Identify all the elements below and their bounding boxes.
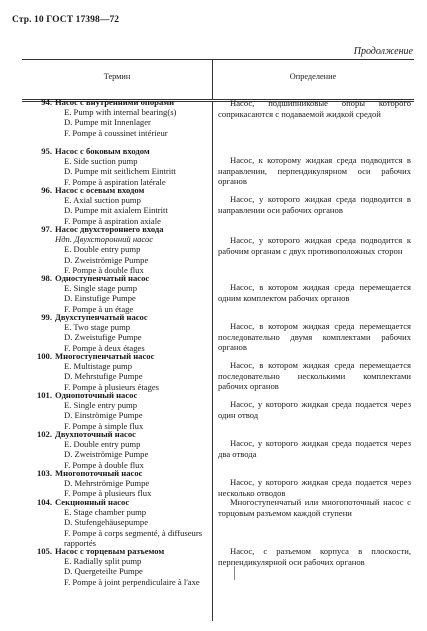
term-german: D. Pumpe mit seitlichem Eintritt bbox=[64, 166, 176, 177]
term-german: D. Quergeteilte Pumpe bbox=[64, 566, 143, 577]
page-header: Стр. 10 ГОСТ 17398—72 bbox=[12, 15, 120, 25]
term-french: F. Pompe à corps segmenté, à diffuseurs rapportés bbox=[64, 527, 203, 548]
term-english: E. Double entry pump bbox=[64, 439, 141, 450]
definition-text: Насос, у которого жидкая среда подается через один отвод bbox=[218, 399, 411, 420]
term-english: E. Double entry pump bbox=[64, 244, 141, 255]
definition-text: Насос, у которого жидкая среда подводится к рабочим органам с двух противоположных сторон bbox=[218, 235, 411, 256]
term-german: D. Stufengehäusepumpe bbox=[64, 517, 149, 528]
entry-number: 99. bbox=[41, 312, 52, 322]
term-english: E. Axial suction pump bbox=[64, 195, 141, 206]
term-russian: Однопоточный насос bbox=[55, 390, 138, 400]
definition-text: Насос, у которого жидкая среда подводится в направлении оси рабочих органов bbox=[218, 194, 411, 215]
definition-text: Насос, в котором жидкая среда перемещается одним комплектом рабочих органов bbox=[218, 282, 411, 303]
entry-number: 95. bbox=[41, 146, 52, 156]
term-french: F. Pompe à plusieurs étages bbox=[64, 381, 160, 392]
term-english: E. Single entry pump bbox=[64, 400, 138, 411]
term-russian: Двухпоточный насос bbox=[55, 429, 136, 439]
definition-column-header: Определение bbox=[289, 72, 337, 81]
entry-number: 103. bbox=[36, 468, 52, 478]
term-english: E. Stage chamber pump bbox=[64, 507, 147, 518]
definition-text: Насос, к которому жидкая среда подводится в направлении, перпендикулярном оси рабочих органов bbox=[218, 155, 411, 187]
term-german: D. Pumpe mit Innenlager bbox=[64, 117, 151, 128]
entry-number: 101. bbox=[36, 390, 52, 400]
term-french: F. Pompe à simple flux bbox=[64, 420, 144, 431]
term-english: E. Pump with internal bearing(s) bbox=[64, 107, 177, 118]
entry-number: 104. bbox=[36, 497, 52, 507]
term-english: E. Multistage pump bbox=[64, 361, 133, 372]
terms-table bbox=[22, 59, 414, 621]
term-german: D. Einstufige Pumpe bbox=[64, 293, 136, 304]
term-german: D. Zweistufige Pumpe bbox=[64, 332, 142, 343]
term-russian: Насос с торцевым разъемом bbox=[55, 546, 165, 556]
table-top-rule bbox=[22, 59, 414, 60]
term-german: D. Zweiströmige Pumpe bbox=[64, 449, 149, 460]
continuation-label: Продолжение bbox=[353, 46, 413, 57]
term-french: F. Pompe à double flux bbox=[64, 264, 144, 275]
term-french: F. Pompe à aspiration latérale bbox=[64, 176, 166, 187]
definition-text: Насос, у которого жидкая среда подается через два отвода bbox=[218, 438, 411, 459]
term-french: F. Pompe à un étage bbox=[64, 303, 134, 314]
term-deprecated: Ндп. Двухсторонний насос bbox=[55, 234, 154, 245]
term-german: D. Zweiströmige Pumpe bbox=[64, 254, 149, 265]
definition-text: Насос, в котором жидкая среда перемещается последовательно несколькими комплектами рабочих органов bbox=[218, 360, 411, 392]
term-russian: Двухступенчатый насос bbox=[55, 312, 148, 322]
definition-text: Насос, с разъемом корпуса в плоскости, перпендикулярной оси рабочих органов bbox=[218, 546, 411, 567]
definition-text: Насос, подшипниковые опоры которого соприкасаются с подаваемой жидкой средой bbox=[218, 98, 411, 119]
term-french: F. Pompe à aspiration axiale bbox=[64, 215, 161, 226]
term-russian: Многоступенчатый насос bbox=[55, 351, 155, 361]
entry-number: 94. bbox=[41, 97, 52, 107]
term-german: D. Mehrströmige Pumpe bbox=[64, 478, 150, 489]
term-russian: Насос с боковым входом bbox=[55, 146, 150, 156]
term-french: F. Pompe à coussinet intérieur bbox=[64, 127, 168, 138]
body-column-divider bbox=[212, 101, 213, 621]
term-russian: Секционный насос bbox=[55, 497, 130, 507]
entry-number: 97. bbox=[41, 224, 52, 234]
entry-number: 105. bbox=[36, 546, 52, 556]
margin-mark bbox=[234, 566, 236, 580]
term-english: E. Single stage pump bbox=[64, 283, 138, 294]
definition-text: Многоступенчатый или многопоточный насос с торцовым разъемом каждой ступени bbox=[218, 497, 411, 518]
entry-number: 102. bbox=[36, 429, 52, 439]
definition-text: Насос, в котором жидкая среда перемещается последовательно двумя комплектами рабочих органов bbox=[218, 321, 411, 353]
term-column-header: Термин bbox=[103, 72, 131, 81]
term-russian: Насос с внутренними опорами bbox=[55, 97, 175, 107]
term-german: D. Mehrstufige Pumpe bbox=[64, 371, 143, 382]
term-english: E. Side suction pump bbox=[64, 156, 138, 167]
term-french: F. Pompe à joint perpendiculaire à l'axe bbox=[64, 576, 200, 587]
entry-number: 98. bbox=[41, 273, 52, 283]
term-french: F. Pompe à plusieurs flux bbox=[64, 488, 152, 499]
term-russian: Одноступенчатый насос bbox=[55, 273, 150, 283]
definition-text: Насос, у которого жидкая среда подается через несколько отводов bbox=[218, 477, 411, 498]
term-french: F. Pompe à double flux bbox=[64, 459, 144, 470]
term-russian: Многопоточный насос bbox=[55, 468, 143, 478]
term-russian: Насос двухстороннего входа bbox=[55, 224, 164, 234]
term-english: E. Two stage pump bbox=[64, 322, 131, 333]
term-french: F. Pompe à deux étages bbox=[64, 342, 145, 353]
entry-number: 100. bbox=[36, 351, 52, 361]
entry-number: 96. bbox=[41, 185, 52, 195]
term-german: D. Pumpe mit axialem Eintritt bbox=[64, 205, 168, 216]
term-english: E. Radially split pump bbox=[64, 556, 142, 567]
term-russian: Насос с осевым входом bbox=[55, 185, 145, 195]
term-german: D. Einströmige Pumpe bbox=[64, 410, 143, 421]
